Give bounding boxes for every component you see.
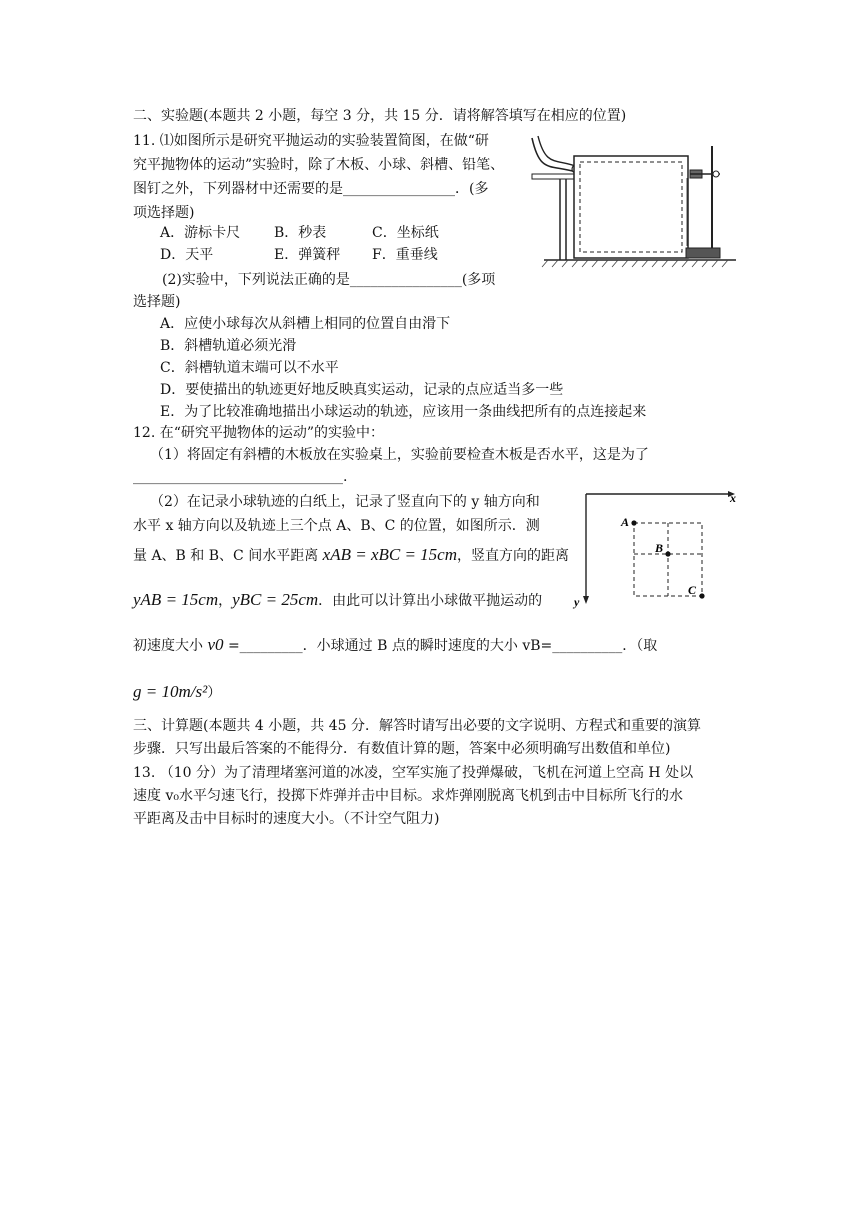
q12-part2-line6 [133, 680, 221, 705]
q11-choice-d: D．要使描出的轨迹更好地反映真实运动，记录的点应适当多一些 [160, 382, 564, 398]
q12-part2-line2: 水平 x 轴方向以及轨迹上三个点 A、B、C 的位置，如图所示．测 [133, 518, 540, 534]
q11-choice-a: A．应使小球每次从斜槽上相同的位置自由滑下 [160, 316, 451, 332]
q11-part2-line2: 选择题) [133, 294, 181, 310]
q12-part1-line1: （1）将固定有斜槽的木板放在实验桌上，实验前要检查木板是否水平，这是为了 [150, 447, 649, 463]
q11-choice-e: E．为了比较准确地描出小球运动的轨迹，应该用一条曲线把所有的点连接起来 [160, 404, 647, 420]
q12-v0-symbol: v0 [207, 635, 224, 654]
section-3-heading-line1: 三、计算题(本题共 4 小题，共 45 分．解答时请写出必要的文字说明、方程式和重要的演算 [133, 718, 701, 734]
q12-line1: 12. 在“研究平抛物体的运动”的实验中： [133, 425, 385, 441]
q11-option-b: B．秒表 [274, 225, 327, 241]
q12-ybc-equation: yBC = 25cm [232, 590, 319, 609]
q12-line5-text-b: =_________．小球通过 B 点的瞬时速度的大小 vB=__________．（取 [223, 638, 658, 654]
y-axis-label: y [574, 595, 580, 609]
point-b-label: B [655, 541, 664, 555]
q11-choice-b: B．斜槽轨道必须光滑 [160, 338, 297, 354]
q12-part2-line4: yAB = 15cm，yBC = 25cm．由此可以计算出小球做平抛运动的 [133, 590, 543, 609]
q11-line4: 项选择题) [133, 205, 195, 221]
q12-part2-line5 [133, 633, 657, 658]
q11-option-c: C．坐标纸 [372, 225, 439, 241]
q11-part2-line1: (2)实验中，下列说法正确的是________________(多项 [162, 272, 496, 288]
q12-g-equation: g = 10m/s² [133, 682, 208, 701]
section-3-heading-line2: 步骤．只写出最后答案的不能得分．有数值计算的题，答案中必须明确写出数值和单位) [133, 741, 671, 757]
section-2-heading: 二、实验题(本题共 2 小题，每空 3 分，共 15 分．请将解答填写在相应的位置) [133, 108, 627, 124]
q12-line3-text-b: ，竖直方向的距离 [457, 548, 570, 564]
q11-line3: 图钉之外，下列器材中还需要的是________________．(多 [133, 181, 489, 197]
x-axis-label: x [730, 491, 736, 505]
q11-option-f: F．重垂线 [372, 247, 438, 263]
q12-part2-line1: （2）在记录小球轨迹的白纸上，记录了竖直向下的 y 轴方向和 [150, 494, 540, 510]
q12-line4-text-b: ．由此可以计算出小球做平抛运动的 [318, 593, 543, 609]
q12-yab-equation: yAB = 15cm [133, 590, 219, 609]
q11-line2: 究平抛物体的运动”实验时，除了木板、小球、斜槽、铅笔、 [133, 157, 505, 173]
q13-line1: 13. （10 分）为了清理堵塞河道的冰凌，空军实施了投弹爆破，飞机在河道上空高 H 处以 [133, 765, 694, 781]
apparatus-figure [530, 134, 740, 270]
q12-xab-equation: xAB = xBC = 15cm [322, 545, 458, 564]
q13-line2: 速度 v₀水平匀速飞行，投掷下炸弹并击中目标。求炸弹刚脱离飞机到击中目标所飞行的水 [133, 788, 683, 804]
q11-option-e: E．弹簧秤 [274, 247, 341, 263]
point-c-label: C [688, 583, 697, 597]
q12-part1-blank: ______________________________. [133, 469, 348, 485]
point-a-label: A [621, 515, 630, 529]
q11-line1: 11. ⑴如图所示是研究平抛运动的实验装置简图，在做“研 [133, 133, 489, 149]
q12-line3-text-a: 量 A、B 和 B、C 间水平距离 [133, 548, 323, 564]
q11-option-d: D．天平 [160, 247, 214, 263]
q13-line3: 平距离及击中目标时的速度大小。（不计空气阻力) [133, 811, 440, 827]
q12-part2-line3 [133, 543, 569, 568]
q11-option-a: A．游标卡尺 [160, 225, 241, 241]
trajectory-figure [574, 486, 744, 610]
q11-choice-c: C．斜槽轨道末端可以不水平 [160, 360, 339, 376]
q12-line5-text-a: 初速度大小 [133, 638, 208, 654]
q12-line6-text-b: ） [207, 685, 222, 701]
